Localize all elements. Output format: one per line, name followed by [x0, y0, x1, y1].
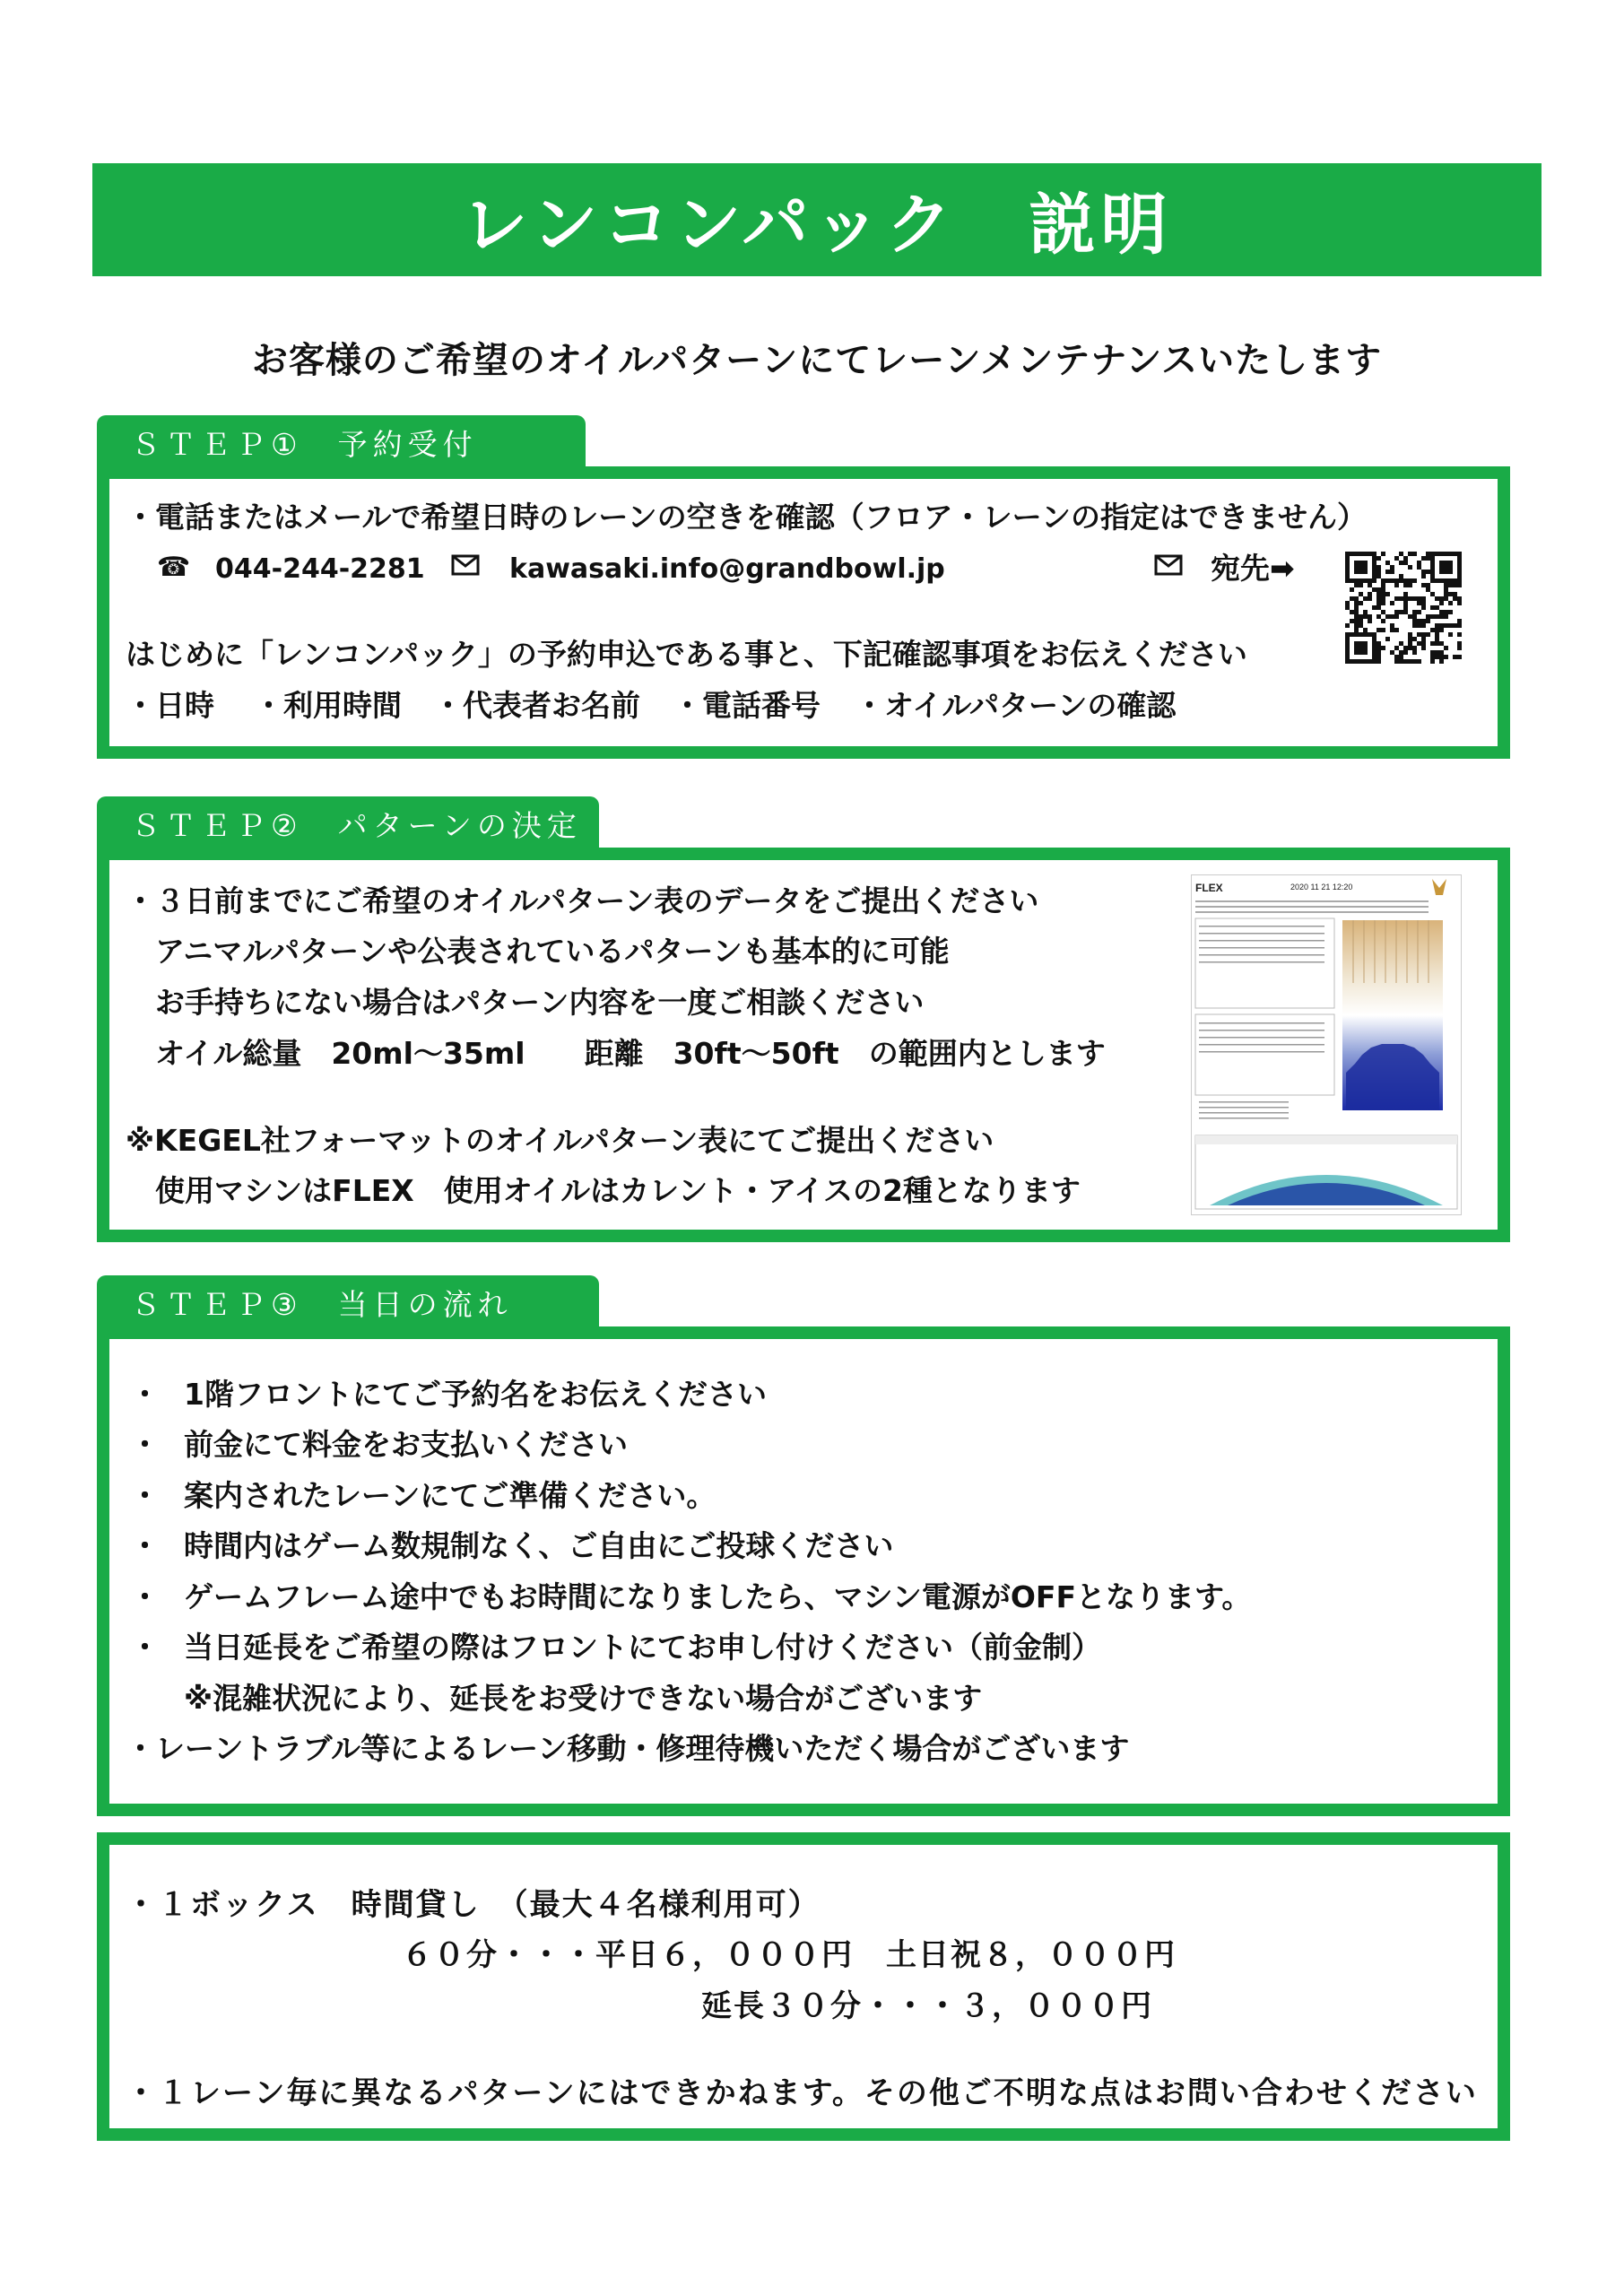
step1-tab: ＳＴＥＰ① 予約受付 [97, 415, 586, 469]
step3-lane-trouble: ・レーントラブル等によるレーン移動・修理待機いただく場合がございます [126, 1731, 1130, 1766]
phone-number: 044-244-2281 [215, 553, 425, 585]
step1-instruction: はじめに「レンコンパック」の予約申込である事と、下記確認事項をお伝えください [126, 637, 1247, 672]
phone-icon: ☎ [157, 552, 191, 583]
step2-line-animal: アニマルパターンや公表されているパターンも基本的に可能 [126, 934, 950, 969]
step2-tab: ＳＴＥＰ② パターンの決定 [97, 796, 599, 850]
step2-line-submit: ・３日前までにご希望のオイルパターン表のデータをご提出ください [126, 883, 1039, 918]
page-title: レンコンパック 説明 [461, 187, 1173, 264]
step2-line-consult: お手持ちにない場合はパターン内容を一度ご相談ください [126, 985, 925, 1020]
step3-item-power-off: ゲームフレーム途中でもお時間になりましたら、マシン電源がOFFとなります。 [184, 1579, 1252, 1614]
bullet: ・ [130, 1630, 160, 1665]
step3-item-games: 時間内はゲーム数規制なく、ご自由にご投球ください [184, 1528, 894, 1563]
step1-item-duration: ・利用時間 [254, 688, 402, 723]
step3-note-crowding: ※混雑状況により、延長をお受けできない場合がございます [184, 1681, 983, 1716]
thumb-brand: FLEX [1195, 882, 1223, 894]
step2-note-kegel: ※KEGEL社フォーマットのオイルパターン表にてご提出ください [126, 1123, 994, 1158]
destination-label: 宛先➡ [1211, 551, 1295, 586]
step1-item-name: ・代表者お名前 [433, 688, 640, 723]
bullet: ・ [130, 1579, 160, 1614]
mail-icon-dest [1154, 554, 1183, 581]
bullet: ・ [130, 1427, 160, 1462]
bullet: ・ [130, 1478, 160, 1513]
mail-icon [451, 554, 480, 581]
step3-item-prepare: 案内されたレーンにてご準備ください。 [184, 1478, 716, 1513]
step2-note-machine: 使用マシンはFLEX 使用オイルはカレント・アイスの2種となります [126, 1173, 1081, 1208]
step3-item-extension: 当日延長をご希望の際はフロントにてお申し付けください（前金制） [184, 1630, 1101, 1665]
step1-item-pattern: ・オイルパターンの確認 [855, 688, 1177, 723]
bullet: ・ [130, 1377, 160, 1412]
step1-line-check: ・電話またはメールで希望日時のレーンの空きを確認（フロア・レーンの指定はできません） [126, 500, 1368, 535]
step1-item-datetime: ・日時 [126, 688, 214, 723]
qr-code-icon [1345, 552, 1462, 664]
title-bar [92, 163, 1541, 276]
step1-item-phone: ・電話番号 [673, 688, 821, 723]
thumb-date: 2020 11 21 12:20 [1290, 883, 1353, 891]
pricing-extension: 延長３０分・・・３，０００円 [701, 1988, 1153, 2024]
step3-item-front: 1階フロントにてご予約名をお伝えください [184, 1377, 767, 1412]
pricing-footer-note: ・１レーン毎に異なるパターンにはできかねます。その他ご不明な点はお問い合わせください [126, 2075, 1478, 2111]
pricing-box-rental: ・１ボックス 時間貸し （最大４名様利用可） [126, 1887, 821, 1923]
email-address: kawasaki.info@grandbowl.jp [509, 553, 945, 585]
step3-tab: ＳＴＥＰ③ 当日の流れ [97, 1275, 599, 1329]
pricing-60min: ６０分・・・平日６，０００円 土日祝８，０００円 [402, 1937, 1177, 1973]
subtitle: お客様のご希望のオイルパターンにてレーンメンテナンスいたします [251, 340, 1383, 381]
step2-line-range: オイル総量 20ml～35ml 距離 30ft～50ft の範囲内とします [126, 1036, 1106, 1071]
step3-item-payment: 前金にて料金をお支払いください [184, 1427, 628, 1462]
oil-pattern-sheet-thumbnail [1191, 874, 1462, 1215]
bullet: ・ [130, 1528, 160, 1563]
